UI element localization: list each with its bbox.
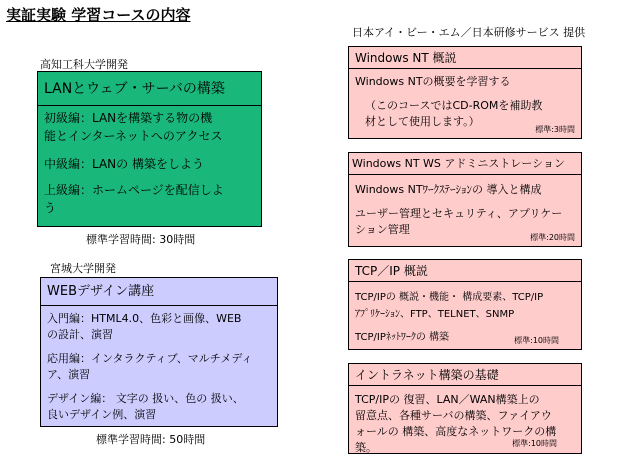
winnt-ws-line: ユーザー管理とセキュリティ、アプリケー <box>355 207 563 220</box>
intranet-heading: イントラネット構築の基礎 <box>349 364 581 386</box>
kochi-std-time: 標準学習時間: 30時間 <box>86 233 196 246</box>
intranet-line: ォールの 構築、高度なネットワークの構 <box>355 425 557 438</box>
winnt-ws-std: 標準:20時間 <box>530 233 575 242</box>
miyagi-line: 応用編：インタラクティブ、マルチメディ <box>47 352 253 365</box>
miyagi-line: デザイン編： 文字の 扱い、色の 扱い、 <box>47 392 244 405</box>
page-title: 実証実験 学習コースの内容 <box>6 6 191 24</box>
miyagi-std-time: 標準学習時間: 50時間 <box>96 433 206 446</box>
kochi-org-label: 高知工科大学開発 <box>40 58 128 71</box>
intranet-line: 築。 <box>355 441 377 454</box>
kochi-line: う <box>44 201 57 215</box>
intranet-line: 留意点、各種サーバの構築、ファイアウ <box>355 409 552 422</box>
intranet-line: TCP/IPの 復習、LAN／WAN構築上の <box>355 393 540 406</box>
miyagi-line: 良いデザイン例、演習 <box>47 408 157 421</box>
winnt-ws-course-box <box>348 152 582 247</box>
kochi-heading: LANとウェブ・サーバの構築 <box>38 72 261 106</box>
tcpip-line: ｱﾌﾟﾘｹｰｼｮﾝ、FTP、TELNET、SNMP <box>355 309 515 320</box>
winnt-course-box <box>348 46 582 139</box>
kochi-course-box <box>37 71 262 227</box>
winnt-heading: Windows NT 概説 <box>349 47 581 69</box>
miyagi-line: 入門編：HTML4.0、色彩と画像、WEB <box>47 312 242 325</box>
winnt-ws-line: Windows NTﾜｰｸｽﾃｰｼｮﾝの 導入と構成 <box>355 183 542 196</box>
miyagi-line: ア、演習 <box>47 368 91 381</box>
winnt-ws-line: ション管理 <box>355 223 410 236</box>
kochi-line: 中級編：LANの 構築をしよう <box>44 157 204 171</box>
tcpip-line: TCP/IPﾈｯﾄﾜｰｸの 構築 <box>355 332 450 343</box>
miyagi-course-box <box>40 277 278 427</box>
provider-caption: 日本アイ・ビー・エム／日本研修サービス 提供 <box>352 26 586 39</box>
miyagi-line: の設計、演習 <box>47 328 113 341</box>
miyagi-heading: WEBデザイン講座 <box>41 278 277 306</box>
intranet-course-box <box>348 363 582 454</box>
intranet-std: 標準:10時間 <box>512 439 557 448</box>
winnt-line: 材として使用します。） <box>365 115 480 128</box>
kochi-line: 上級編：ホームページを配信しよ <box>44 183 224 197</box>
kochi-line: 初級編：LANを構築する物の機 <box>44 111 213 125</box>
winnt-std: 標準:3時間 <box>535 125 575 134</box>
winnt-line: （このコースではCD-ROMを補助教 <box>365 99 543 112</box>
kochi-line: 能とインターネットへのアクセス <box>44 129 223 143</box>
tcpip-std: 標準:10時間 <box>514 336 559 345</box>
tcpip-line: TCP/IPの 概説・機能・ 構成要素、TCP/IP <box>355 292 544 303</box>
winnt-line: Windows NTの概要を学習する <box>355 75 511 88</box>
miyagi-org-label: 宮城大学開発 <box>50 262 116 275</box>
winnt-ws-heading: Windows NT WS アドミニストレーション <box>349 153 581 175</box>
tcpip-heading: TCP／IP 概説 <box>349 260 581 282</box>
tcpip-course-box <box>348 259 582 350</box>
